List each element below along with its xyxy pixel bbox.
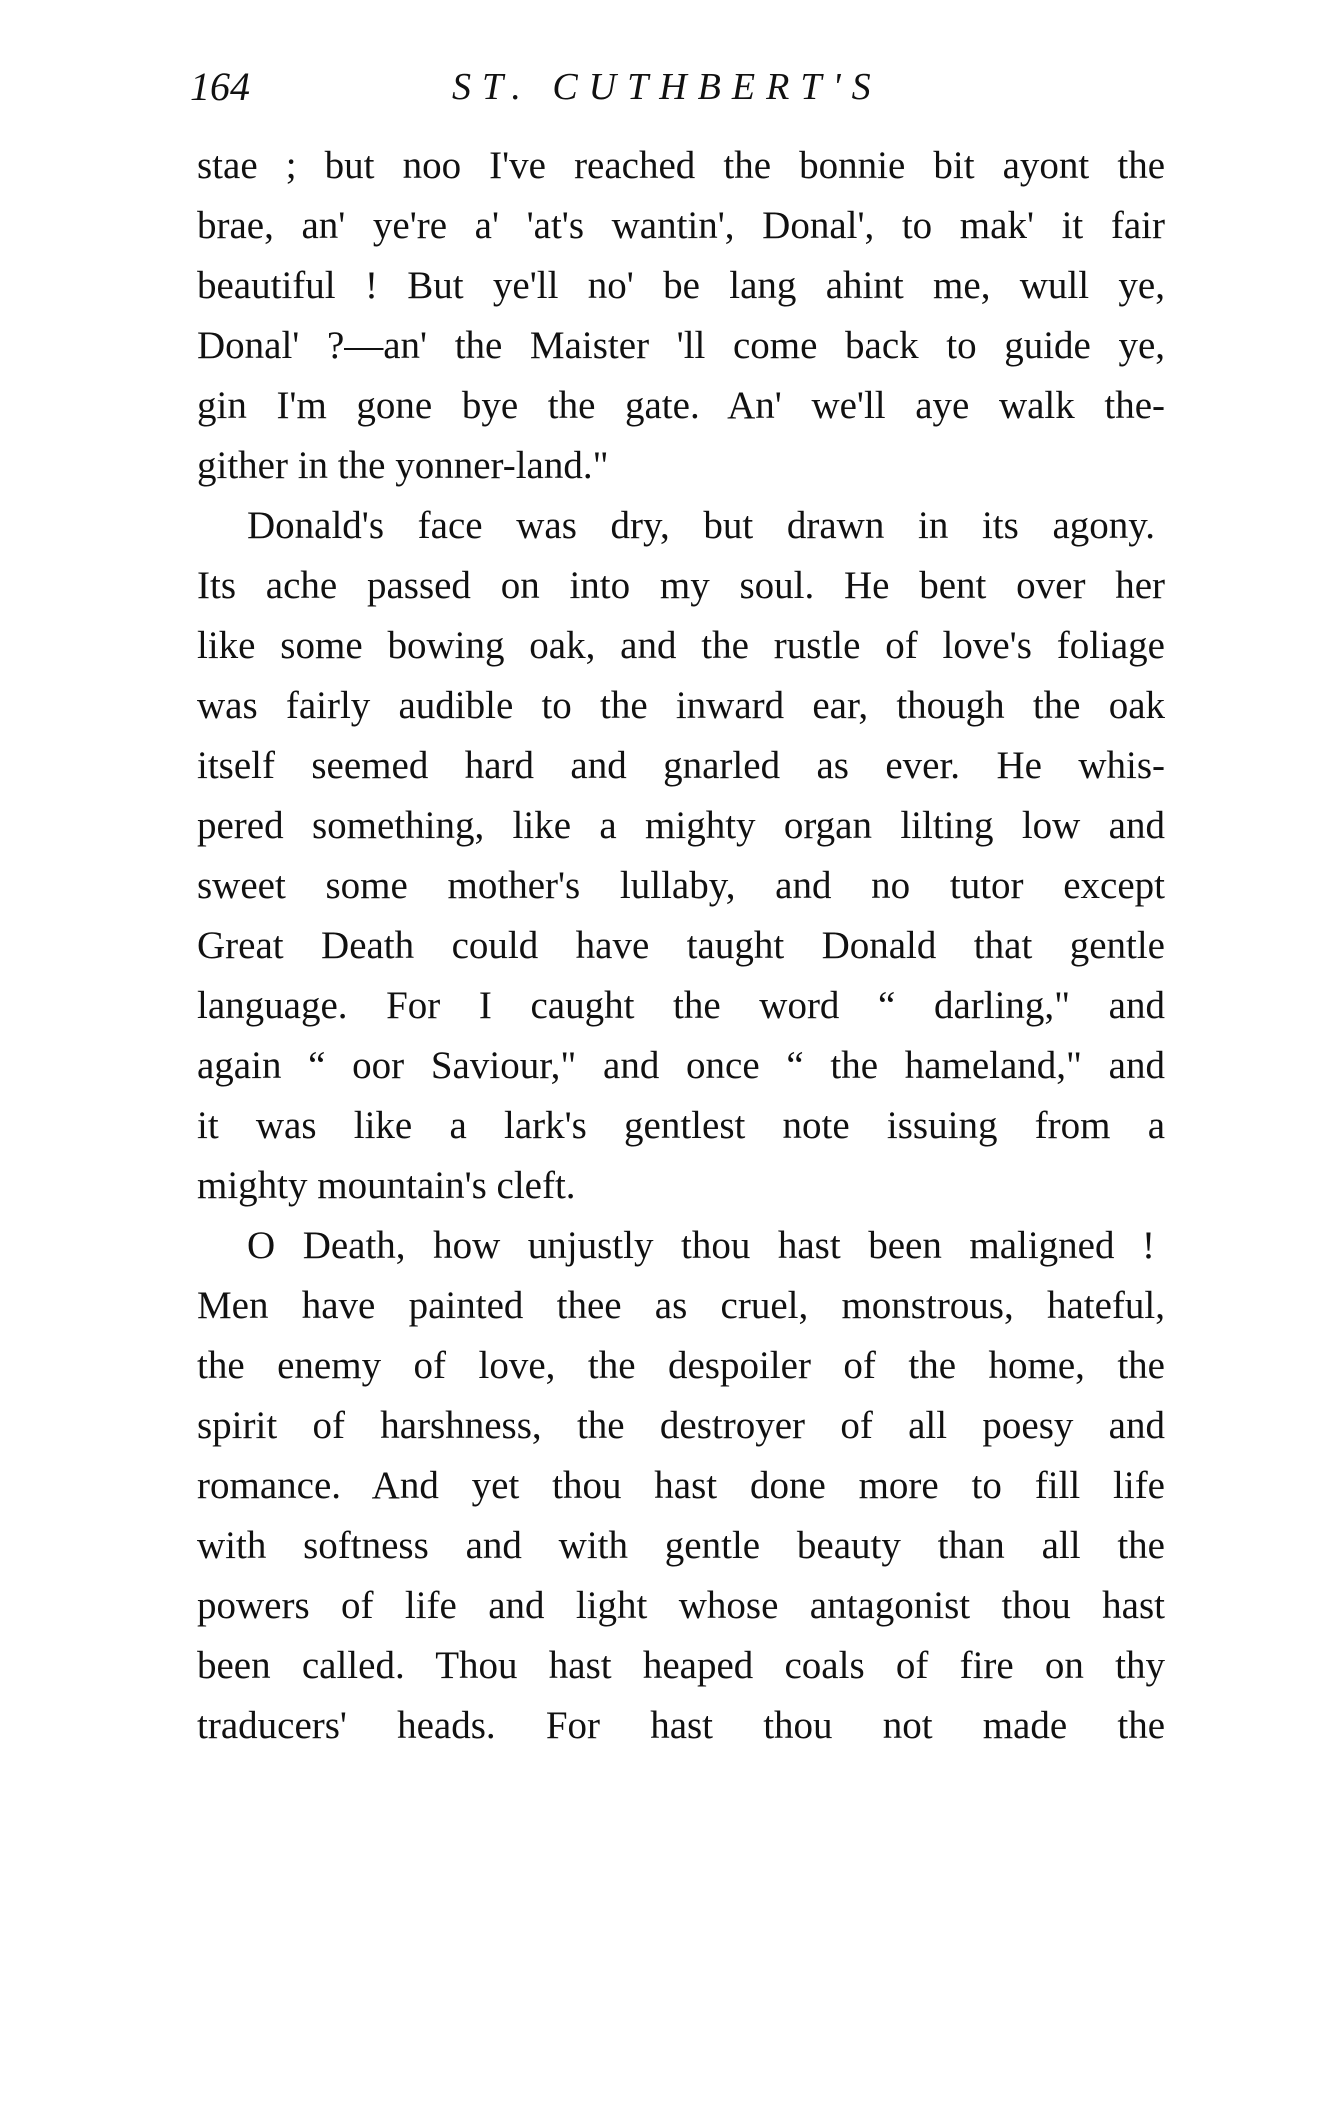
text-line: Men have painted thee as cruel, monstrous, hateful, [197,1284,1165,1327]
text-line: romance. And yet thou hast done more to fill life [197,1464,1165,1507]
text-line: Great Death could have taught Donald that gentle [197,924,1165,967]
text-line: beautiful ! But ye'll no' be lang ahint me, wull ye, [197,264,1165,307]
text-line: it was like a lark's gentlest note issuing from a [197,1104,1165,1147]
text-line: Donal' ?—an' the Maister 'll come back to guide ye, [197,324,1165,367]
text-line: Its ache passed on into my soul. He bent over her [197,564,1165,607]
text-line: stae ; but noo I've reached the bonnie bit ayont the [197,144,1165,187]
text-line: traducers' heads. For hast thou not made the [197,1704,1165,1747]
text-line: Donald's face was dry, but drawn in its agony. [247,504,1155,547]
page-number: 164 [190,64,250,109]
text-line: O Death, how unjustly thou hast been maligned ! [247,1224,1155,1267]
text-line: was fairly audible to the inward ear, though the oak [197,684,1165,727]
text-line: gin I'm gone bye the gate. An' we'll aye walk the- [197,384,1165,427]
running-title: ST. CUTHBERT'S [452,66,882,108]
running-head [190,52,1190,112]
text-line: powers of life and light whose antagonist thou hast [197,1584,1165,1627]
text-line: itself seemed hard and gnarled as ever. He whis- [197,744,1165,787]
text-line: like some bowing oak, and the rustle of love's foliage [197,624,1165,667]
text-line: gither in the yonner-land." [197,444,609,487]
text-line: mighty mountain's cleft. [197,1164,576,1207]
text-line: sweet some mother's lullaby, and no tutor except [197,864,1165,907]
text-line: pered something, like a mighty organ lilting low and [197,804,1165,847]
text-line: been called. Thou hast heaped coals of fire on thy [197,1644,1165,1687]
text-line: again “ oor Saviour," and once “ the hameland," and [197,1044,1165,1087]
body-text [197,136,1165,1756]
text-line: with softness and with gentle beauty than all the [197,1524,1165,1567]
text-line: spirit of harshness, the destroyer of all poesy and [197,1404,1165,1447]
text-line: language. For I caught the word “ darling," and [197,984,1165,1027]
paragraph-continuation [197,136,1165,496]
paragraph-death [197,1216,1165,1756]
paragraph-donald [197,496,1165,1216]
text-line: the enemy of love, the despoiler of the home, the [197,1344,1165,1387]
text-line: brae, an' ye're a' 'at's wantin', Donal', to mak' it fair [197,204,1165,247]
